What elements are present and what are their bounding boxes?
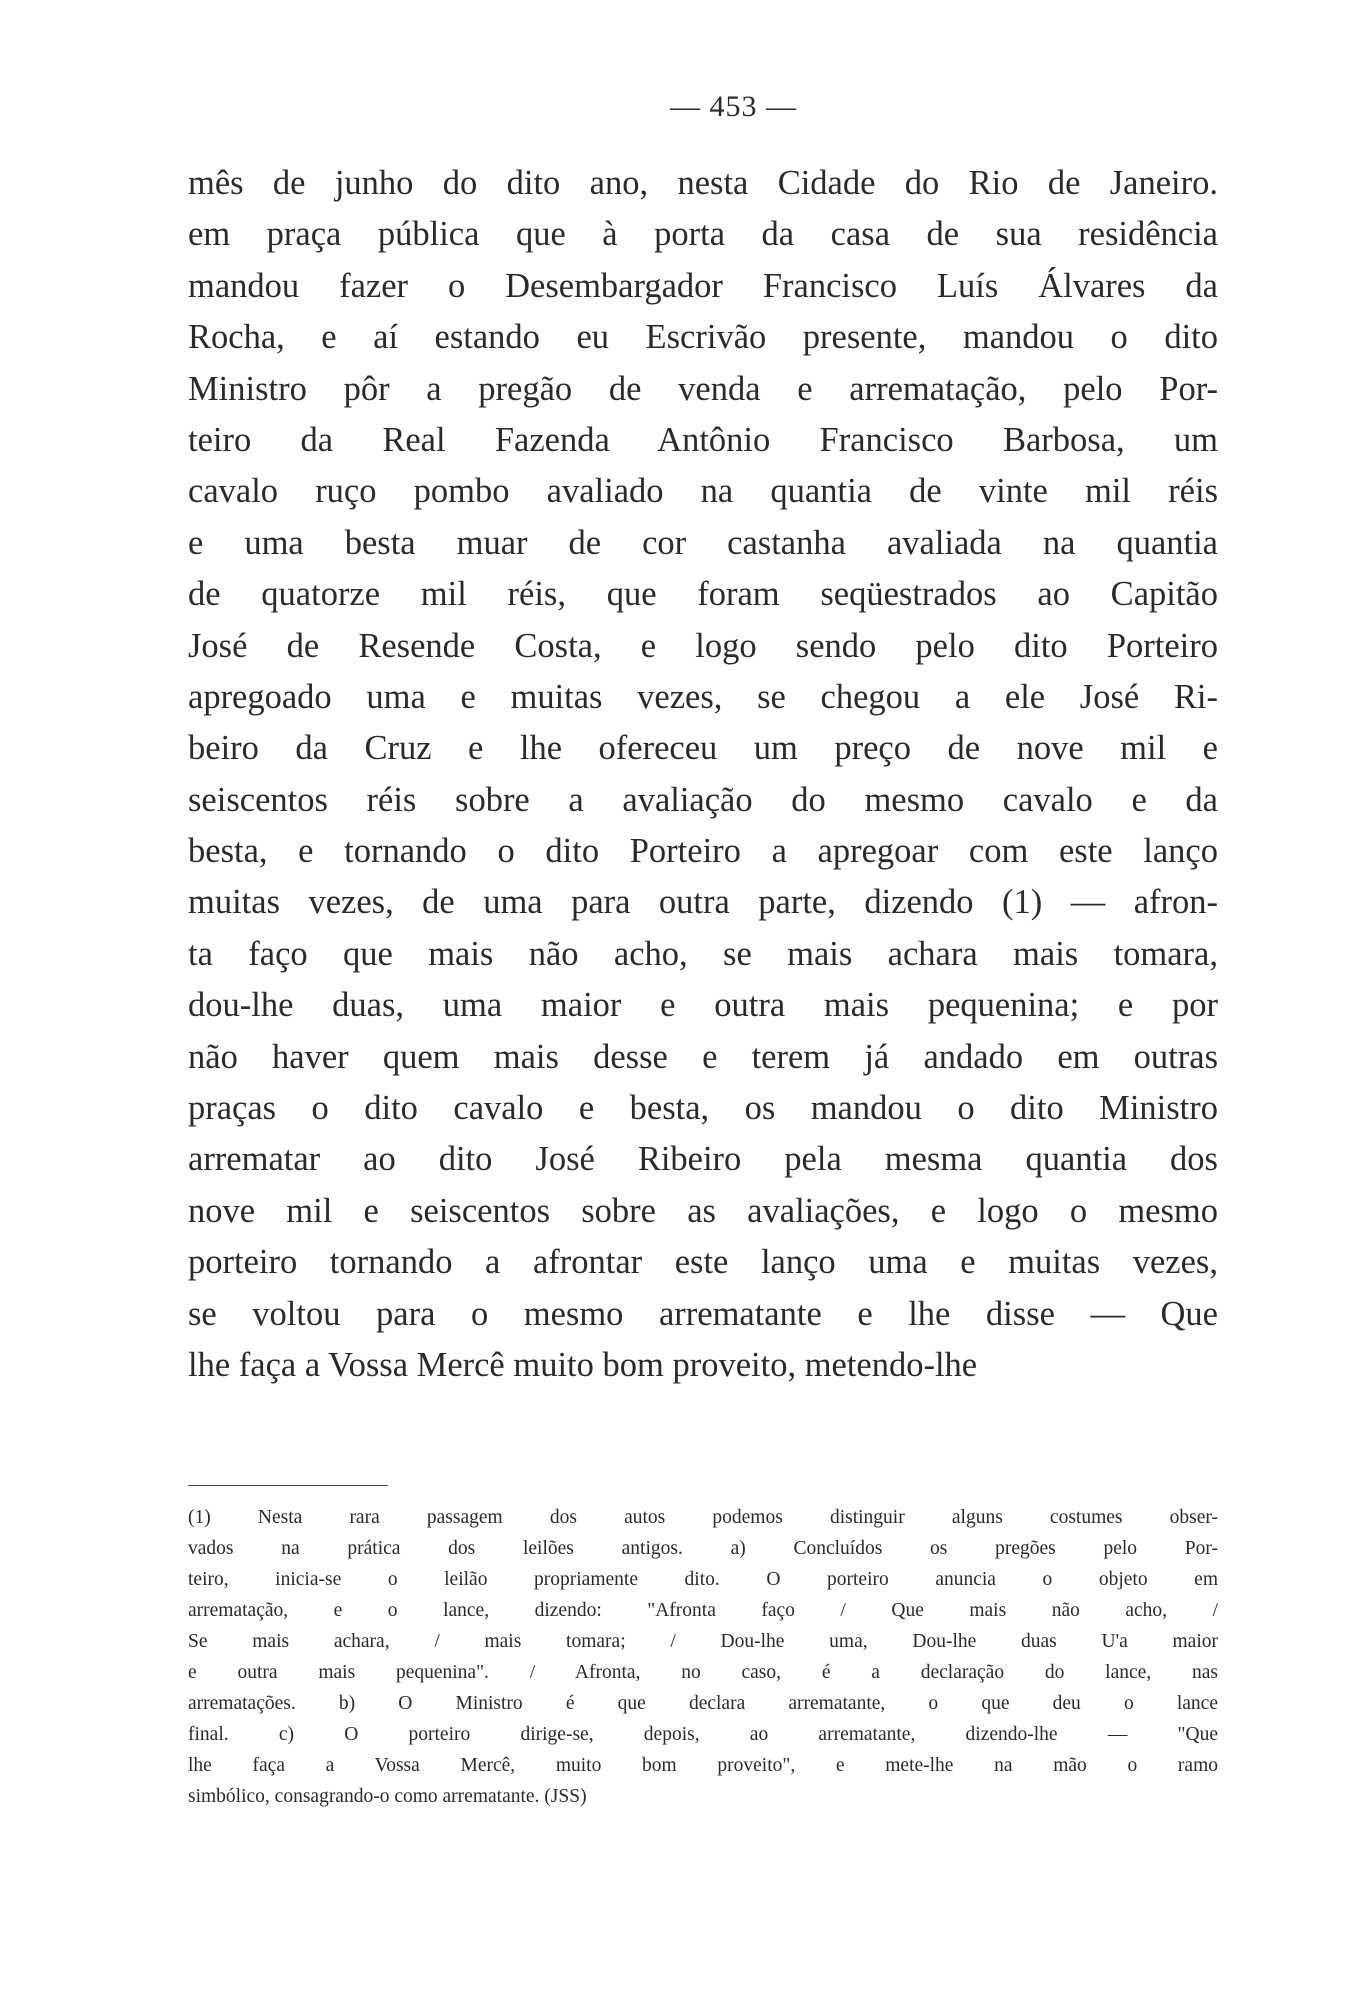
body-line: e uma besta muar de cor castanha avaliada na quantia — [188, 523, 1218, 562]
page-number: — 453 — — [670, 90, 797, 123]
footnote-line: e outra mais pequenina". / Afronta, no caso, é a declaração do lance, nas — [188, 1662, 1218, 1683]
body-line: praças o dito cavalo e besta, os mandou o dito Ministro — [188, 1089, 1218, 1128]
body-line: se voltou para o mesmo arrematante e lhe disse — Que — [188, 1294, 1218, 1333]
body-line: José de Resende Costa, e logo sendo pelo dito Porteiro — [188, 626, 1218, 665]
body-line: dou-lhe duas, uma maior e outra mais pequenina; e por — [188, 986, 1218, 1025]
footnote-line: simbólico, consagrando-o como arrematante. (JSS) — [188, 1786, 587, 1807]
body-line: não haver quem mais desse e terem já andado em outras — [188, 1037, 1218, 1076]
footnote — [188, 1502, 1218, 1812]
footnote-line: arrematação, e o lance, dizendo: "Afronta faço / Que mais não acho, / — [188, 1600, 1218, 1621]
body-line: ta faço que mais não acho, se mais achara mais tomara, — [188, 934, 1218, 973]
body-line: beiro da Cruz e lhe ofereceu um preço de nove mil e — [188, 729, 1218, 768]
body-line: besta, e tornando o dito Porteiro a apregoar com este lanço — [188, 832, 1218, 871]
footnote-line: teiro, inicia-se o leilão propriamente dito. O porteiro anuncia o objeto em — [188, 1569, 1218, 1590]
body-line: Ministro pôr a pregão de venda e arrematação, pelo Por- — [188, 369, 1218, 408]
footnote-divider — [188, 1485, 388, 1486]
body-line: em praça pública que à porta da casa de sua residência — [188, 215, 1218, 254]
body-line: teiro da Real Fazenda Antônio Francisco Barbosa, um — [188, 420, 1218, 459]
body-line: Rocha, e aí estando eu Escrivão presente, mandou o dito — [188, 318, 1218, 357]
body-line: apregoado uma e muitas vezes, se chegou a ele José Ri- — [188, 677, 1218, 716]
footnote-line: vados na prática dos leilões antigos. a) Concluídos os pregões pelo Por- — [188, 1538, 1218, 1559]
body-line: porteiro tornando a afrontar este lanço uma e muitas vezes, — [188, 1243, 1218, 1282]
body-line: mandou fazer o Desembargador Francisco Luís Álvares da — [188, 266, 1218, 305]
body-line: nove mil e seiscentos sobre as avaliações, e logo o mesmo — [188, 1191, 1218, 1230]
footnote-line: arrematações. b) O Ministro é que declara arrematante, o que deu o lance — [188, 1693, 1218, 1714]
body-line: mês de junho do dito ano, nesta Cidade do Rio de Janeiro. — [188, 164, 1218, 202]
footnote-line: Se mais achara, / mais tomara; / Dou-lhe uma, Dou-lhe duas U'a maior — [188, 1631, 1218, 1652]
body-line: de quatorze mil réis, que foram seqüestrados ao Capitão — [188, 575, 1218, 614]
body-line: lhe faça a Vossa Mercê muito bom proveito, metendo-lhe — [188, 1345, 978, 1384]
body-line: muitas vezes, de uma para outra parte, dizendo (1) — afron- — [188, 883, 1218, 922]
footnote-line: lhe faça a Vossa Mercê, muito bom proveito", e mete-lhe na mão o ramo — [188, 1755, 1218, 1776]
footnote-line: (1) Nesta rara passagem dos autos podemos distinguir alguns costumes obser- — [188, 1507, 1218, 1528]
body-line: cavalo ruço pombo avaliado na quantia de vinte mil réis — [188, 472, 1218, 511]
body-text — [188, 158, 1218, 1391]
body-line: seiscentos réis sobre a avaliação do mesmo cavalo e da — [188, 780, 1218, 819]
body-line: arrematar ao dito José Ribeiro pela mesma quantia dos — [188, 1140, 1218, 1179]
footnote-line: final. c) O porteiro dirige-se, depois, ao arrematante, dizendo-lhe — "Que — [188, 1724, 1218, 1745]
